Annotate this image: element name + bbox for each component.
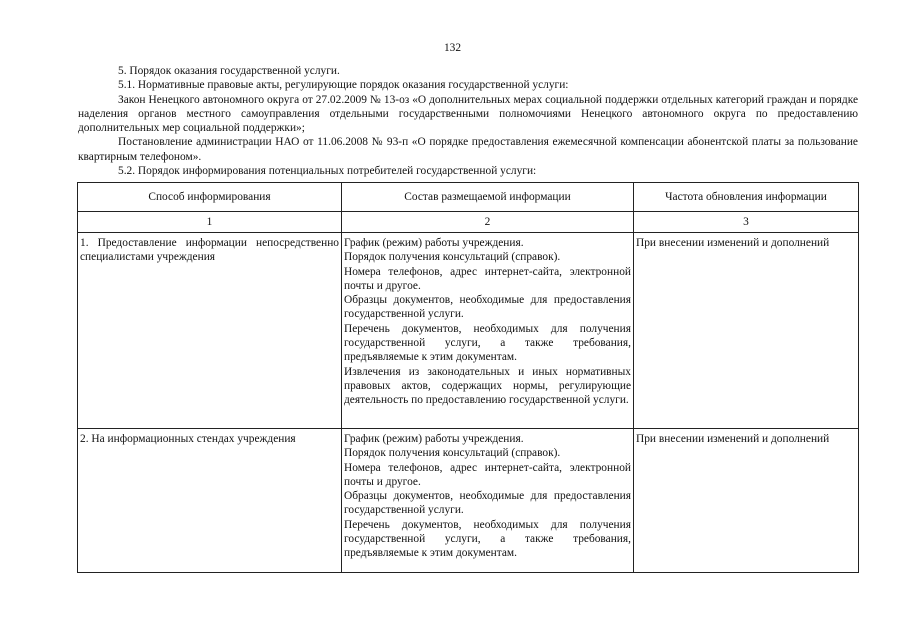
content-line: График (режим) работы учреждения. (344, 433, 524, 445)
header-frequency: Частота обновления информации (634, 183, 859, 212)
content-line: Перечень документов, необходимых для получения государственной услуги, а также требования, предъявляемые к этим документам. (344, 322, 631, 364)
content-line: Перечень документов, необходимых для получения государственной услуги, а также требования, предъявляемые к этим документам. (344, 518, 631, 560)
column-number-row (78, 212, 859, 233)
column-number-3: 3 (634, 212, 859, 233)
information-table (77, 182, 859, 573)
section-5-1-heading: 5.1. Нормативные правовые акты, регулирующие порядок оказания государственной услуги: (118, 79, 569, 92)
header-method: Способ информирования (78, 183, 342, 212)
content-line: График (режим) работы учреждения. (344, 237, 524, 249)
content-cell (342, 233, 634, 429)
method-cell: 2. На информационных стендах учреждения (78, 429, 342, 573)
section-5-2-heading: 5.2. Порядок информирования потенциальных потребителей государственной услуги: (118, 165, 537, 178)
resolution-paragraph: Постановление администрации НАО от 11.06.2008 № 93-п «О порядке предоставления ежемесячной компенсации абонентской платы за пользование квартирным телефоном». (78, 136, 858, 163)
content-line: Порядок получения консультаций (справок). (344, 251, 561, 264)
content-line: Номера телефонов, адрес интернет-сайта, электронной почты и другое. (344, 265, 631, 292)
section-5-heading: 5. Порядок оказания государственной услуги. (118, 65, 340, 77)
table-row (78, 429, 859, 573)
content-line: Образцы документов, необходимые для предоставления государственной услуги. (344, 490, 631, 517)
frequency-cell: При внесении изменений и дополнений (634, 233, 859, 429)
content-line: Порядок получения консультаций (справок). (344, 447, 561, 460)
table-header-row (78, 183, 859, 212)
content-line: Извлечения из законодательных и иных нормативных правовых актов, содержащих нормы, регулирующие деятельность по предоставлению государственной услуги. (344, 365, 631, 407)
intro-section (78, 64, 858, 178)
content-line: Номера телефонов, адрес интернет-сайта, электронной почты и другое. (344, 461, 631, 488)
page-number: 132 (443, 42, 462, 54)
frequency-cell: При внесении изменений и дополнений (634, 429, 859, 573)
table-row (78, 233, 859, 429)
law-paragraph: Закон Ненецкого автономного округа от 27.02.2009 № 13-оз «О дополнительных мерах социальной поддержки отдельных категорий граждан и порядке наделения органов местного самоуправления отдельными государственными полномочиями Ненецкого автономного округа по предоставлению дополнительных мер социальной поддержки»; (78, 93, 858, 135)
column-number-1: 1 (78, 212, 342, 233)
header-content: Состав размещаемой информации (342, 183, 634, 212)
content-cell (342, 429, 634, 573)
content-line: Образцы документов, необходимые для предоставления государственной услуги. (344, 294, 631, 321)
method-cell: 1. Предоставление информации непосредственно специалистами учреждения (78, 233, 342, 429)
column-number-2: 2 (342, 212, 634, 233)
